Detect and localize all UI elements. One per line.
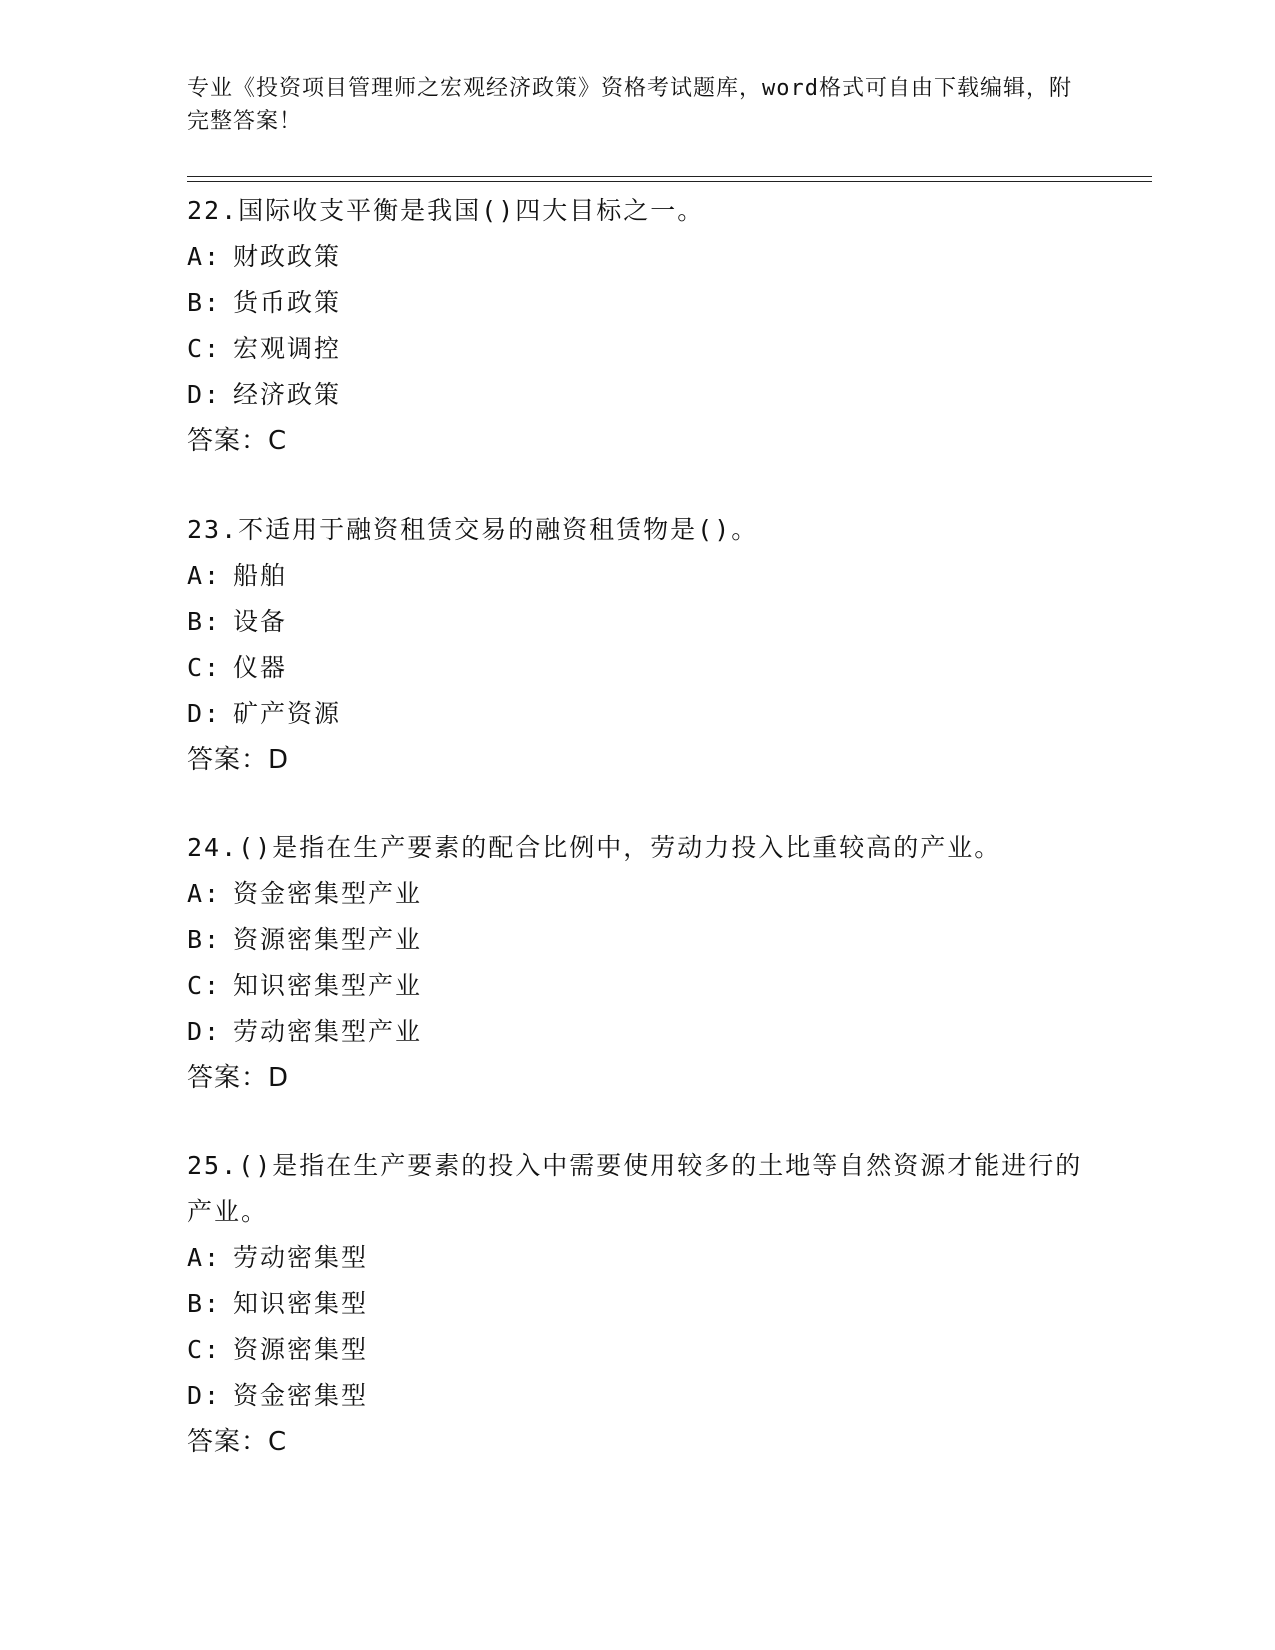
option-letter: D: (187, 1381, 222, 1410)
option-text: 经济政策 (233, 380, 342, 409)
option-text: 矿产资源 (233, 699, 342, 728)
option-letter: A: (187, 561, 222, 590)
option-text: 资源密集型 (233, 1335, 369, 1364)
question-24 (187, 825, 1107, 1101)
option-letter: C: (187, 334, 222, 363)
option-text: 货币政策 (233, 288, 342, 317)
option-text: 仪器 (233, 653, 288, 682)
option-text: 船舶 (233, 561, 288, 590)
question-text: 25.()是指在生产要素的投入中需要使用较多的土地等自然资源才能进行的产业。 (187, 1151, 1083, 1226)
question-text: 23.不适用于融资租赁交易的融资租赁物是()。 (187, 515, 759, 544)
document-header (187, 72, 1087, 138)
option-letter: B: (187, 288, 222, 317)
option-d (187, 372, 1107, 418)
option-d (187, 1373, 1107, 1419)
answer-line: 答案：D (187, 745, 290, 775)
option-letter: D: (187, 1017, 222, 1046)
option-letter: B: (187, 925, 222, 954)
option-letter: A: (187, 879, 222, 908)
option-text: 资源密集型产业 (233, 925, 423, 954)
option-letter: D: (187, 699, 222, 728)
option-b (187, 599, 1107, 645)
option-b (187, 917, 1107, 963)
header-divider-bottom (187, 181, 1152, 182)
option-letter: D: (187, 380, 222, 409)
option-letter: A: (187, 242, 222, 271)
option-d (187, 1009, 1107, 1055)
option-b (187, 280, 1107, 326)
question-25 (187, 1143, 1107, 1465)
option-text: 劳动密集型 (233, 1243, 369, 1272)
question-text: 22.国际收支平衡是我国()四大目标之一。 (187, 196, 705, 225)
option-a (187, 553, 1107, 599)
option-text: 设备 (233, 607, 288, 636)
option-text: 劳动密集型产业 (233, 1017, 423, 1046)
option-c (187, 645, 1107, 691)
option-text: 知识密集型 (233, 1289, 369, 1318)
option-text: 财政政策 (233, 242, 342, 271)
option-a (187, 234, 1107, 280)
question-22 (187, 188, 1107, 464)
option-c (187, 1327, 1107, 1373)
option-b (187, 1281, 1107, 1327)
option-letter: B: (187, 607, 222, 636)
option-c (187, 326, 1107, 372)
option-letter: C: (187, 1335, 222, 1364)
question-23 (187, 507, 1107, 783)
header-divider-top (187, 176, 1152, 177)
option-a (187, 1235, 1107, 1281)
option-c (187, 963, 1107, 1009)
answer-line: 答案：C (187, 426, 288, 456)
option-a (187, 871, 1107, 917)
option-text: 宏观调控 (233, 334, 342, 363)
answer-line: 答案：D (187, 1063, 290, 1093)
option-letter: A: (187, 1243, 222, 1272)
option-text: 资金密集型 (233, 1381, 369, 1410)
header-text: 专业《投资项目管理师之宏观经济政策》资格考试题库，word格式可自由下载编辑，附完整答案！ (187, 76, 1072, 134)
option-text: 资金密集型产业 (233, 879, 423, 908)
option-letter: C: (187, 971, 222, 1000)
question-text: 24.()是指在生产要素的配合比例中，劳动力投入比重较高的产业。 (187, 833, 1002, 862)
option-text: 知识密集型产业 (233, 971, 423, 1000)
option-letter: C: (187, 653, 222, 682)
option-letter: B: (187, 1289, 222, 1318)
option-d (187, 691, 1107, 737)
answer-line: 答案：C (187, 1427, 288, 1457)
